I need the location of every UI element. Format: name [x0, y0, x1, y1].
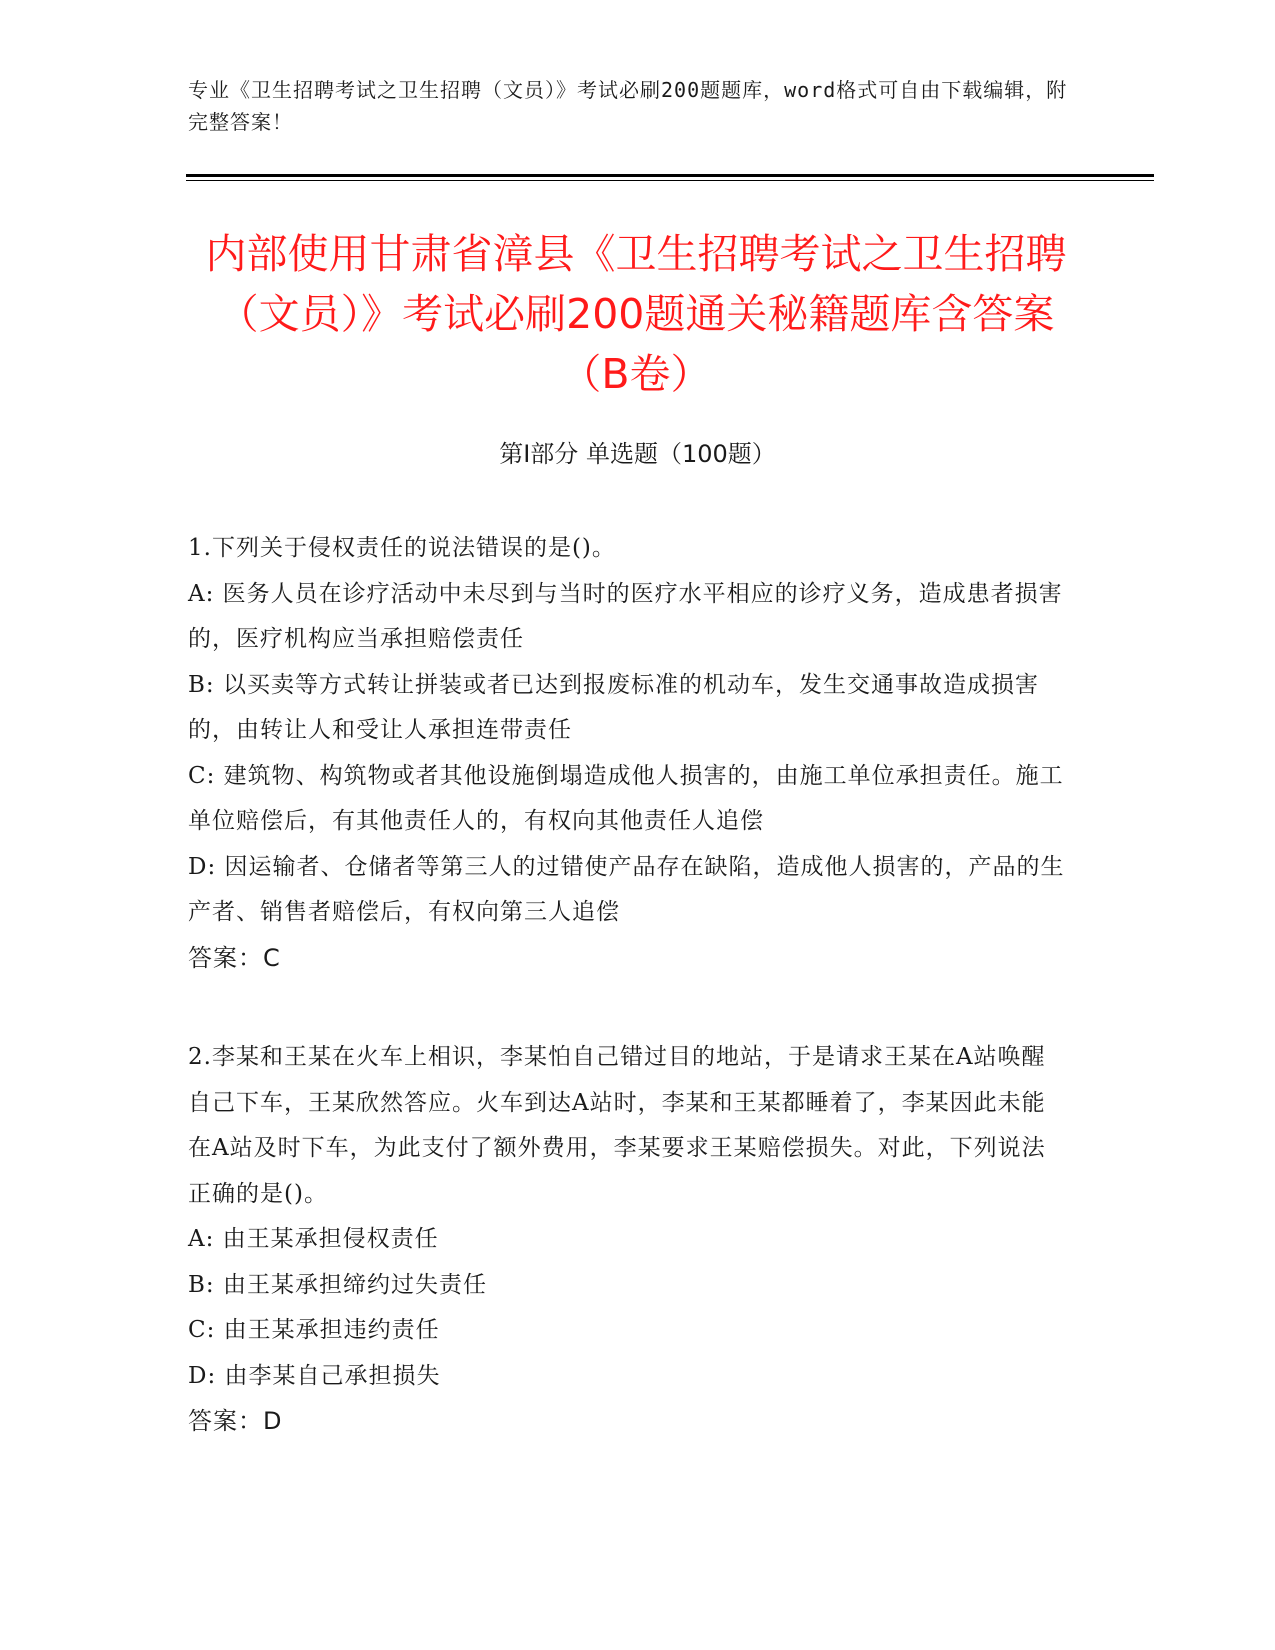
- question-stem: 2.李某和王某在火车上相识，李某怕自己错过目的地站，于是请求王某在A站唤醒自己下车，王某欣然答应。火车到达A站时，李某和王某都睡着了，李某因此未能在A站及时下车，为此支付了额外费用，李某要求王某赔偿损失。对此，下列说法正确的是()。: [188, 1044, 1046, 1207]
- question-2: [188, 1035, 1068, 1445]
- option-a: A: 医务人员在诊疗活动中未尽到与当时的医疗水平相应的诊疗义务，造成患者损害的，医疗机构应当承担赔偿责任: [188, 580, 1063, 652]
- option-b: B: 由王某承担缔约过失责任: [188, 1271, 487, 1298]
- question-1: [188, 526, 1068, 981]
- document-title: 内部使用甘肃省漳县《卫生招聘考试之卫生招聘（文员）》考试必刷200题通关秘籍题库含答案（B卷）: [205, 230, 1067, 398]
- answer: 答案：D: [188, 1407, 283, 1435]
- question-stem: 1.下列关于侵权责任的说法错误的是()。: [188, 535, 616, 561]
- option-b: B: 以买卖等方式转让拼装或者已达到报废标准的机动车，发生交通事故造成损害的，由转让人和受让人承担连带责任: [188, 671, 1039, 743]
- option-c: C: 建筑物、构筑物或者其他设施倒塌造成他人损害的，由施工单位承担责任。施工单位赔偿后，有其他责任人的，有权向其他责任人追偿: [188, 762, 1064, 834]
- option-a: A: 由王某承担侵权责任: [188, 1226, 439, 1252]
- header-divider-thin: [186, 180, 1154, 181]
- option-d: D: 因运输者、仓储者等第三人的过错使产品存在缺陷，造成他人损害的，产品的生产者、销售者赔偿后，有权向第三人追偿: [188, 853, 1065, 925]
- answer: 答案：C: [188, 943, 281, 972]
- header-divider-thick: [186, 174, 1154, 177]
- section-heading: 第Ⅰ部分 单选题（100题）: [499, 440, 776, 468]
- option-d: D: 由李某自己承担损失: [188, 1362, 441, 1389]
- header-note: 专业《卫生招聘考试之卫生招聘（文员）》考试必刷200题题库，word格式可自由下载编辑，附完整答案！: [188, 78, 1068, 134]
- option-c: C: 由王某承担违约责任: [188, 1317, 440, 1343]
